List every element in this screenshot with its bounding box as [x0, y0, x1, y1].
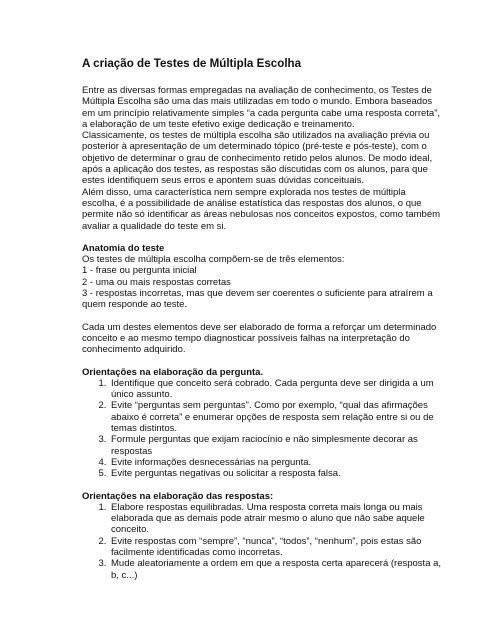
anatomy-paragraph: Cada um destes elementos deve ser elaborado de forma a reforçar um determinado conceito e ao mesmo tempo diagnosticar possíveis falhas na interpretação do conhecimento adquirido. [82, 321, 437, 356]
anatomy-line-3: 2 - uma ou mais respostas corretas [82, 276, 231, 288]
list-item: 3. Mude aleatoriamente a ordem em que a resposta certa aparecerá (resposta a, b, c...) [109, 558, 442, 581]
anatomy-heading: Anatomia do teste [82, 242, 165, 254]
anatomy-line-1: Os testes de múltipla escolha compõem-se de três elementos: [82, 254, 345, 266]
anatomy-line-2: 1 - frase ou pergunta inicial [82, 265, 197, 277]
list-item: 2. Evite “perguntas sem perguntas”. Como por exemplo, “qual das afirmações abaixo é correta” e enumerar opções de resposta sem relação entre si ou de temas distintos. [109, 400, 442, 434]
list-item: 1. Identifique que conceito será cobrado. Cada pergunta deve ser dirigida a um único assunto. [109, 378, 442, 401]
question-guidelines-list [82, 378, 442, 480]
document-page [82, 57, 442, 581]
list-item: 3. Formule perguntas que exijam raciocínio e não simplesmente decorar as respostas [109, 434, 442, 457]
question-guidelines-heading: Orientações na elaboração da pergunta. [82, 366, 264, 378]
document-title: A criação de Testes de Múltipla Escolha [82, 57, 302, 70]
list-item: 4. Evite informações desnecessárias na pergunta. [109, 457, 442, 468]
intro-paragraph-3: Além disso, uma característica nem sempre explorada nos testes de múltipla escolha, é a possibilidade de análise estatística das respostas dos alunos, o que permite não só identificar as áreas nebulosas nos conceitos expostos, como também avaliar a qualidade do teste em si. [82, 186, 441, 232]
list-item: 2. Evite respostas com “sempre”, “nunca”, “todos”, “nenhum”, pois estas são facilmente identificadas como incorretas. [109, 536, 442, 559]
intro-paragraph-2: Classicamente, os testes de múltipla escolha são utilizados na avaliação prévia ou posterior à apresentação de um determinado tópico (pré-teste e pós-teste), com o objetivo de determinar o grau de conhecimento retido pelos alunos. De modo ideal, após a aplicação dos testes, as respostas são discutidas com os alunos, para que estes identifiquem seus erros e apontem suas dúvidas conceituais. [82, 130, 433, 187]
list-item: 1. Elabore respostas equilibradas. Uma resposta correta mais longa ou mais elaborada que as demais pode atrair mesmo o aluno que não sabe aquele conceito. [109, 502, 442, 536]
answer-guidelines-heading: Orientações na elaboração das respostas: [82, 490, 274, 502]
intro-paragraph-1: Entre as diversas formas empregadas na avaliação de conhecimento, os Testes de Múltipla Escolha são uma das mais utilizadas em todo o mundo. Embora baseados em um princípio relativamente simples “a cada pergunta cabe uma resposta correta”, a elaboração de um teste efetivo exige dedicação e treinamento. [82, 85, 441, 130]
list-item: 5. Evite perguntas negativas ou solicitar a resposta falsa. [109, 468, 442, 479]
answer-guidelines-list [82, 502, 442, 581]
anatomy-line-4: 3 - respostas incorretas, mas que devem ser coerentes o suficiente para atraírem a quem responde ao teste. [82, 288, 433, 311]
